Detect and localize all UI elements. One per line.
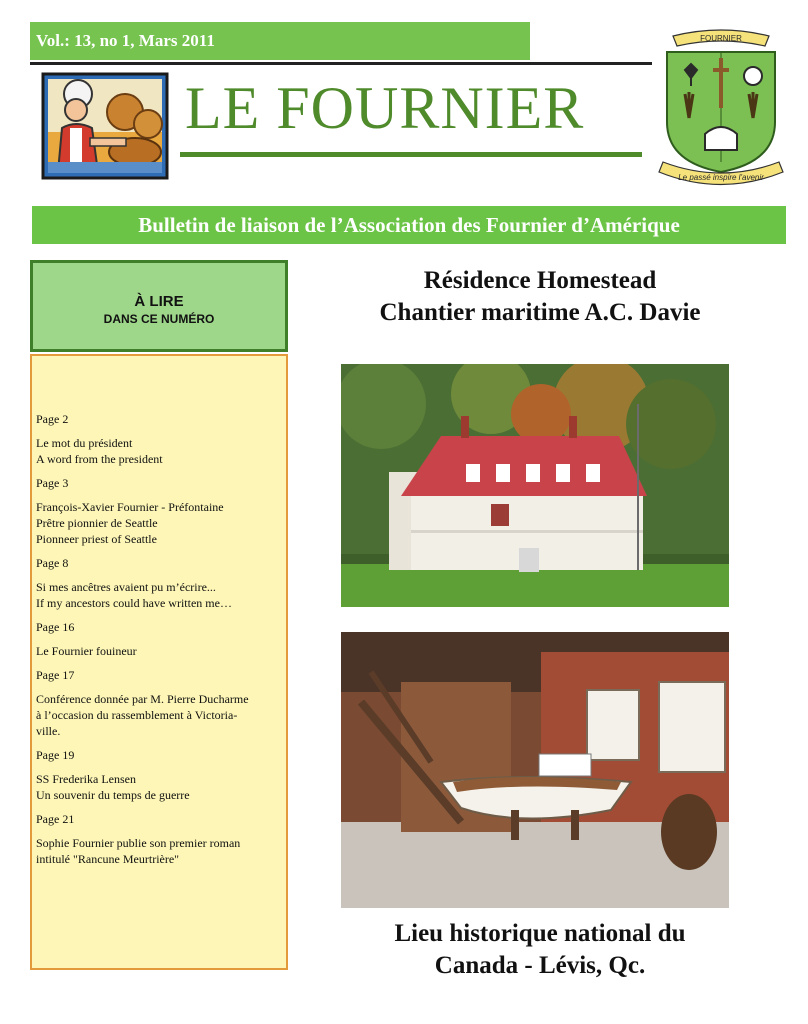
subtitle-banner xyxy=(32,206,786,244)
toc-line: If my ancestors could have written me… xyxy=(36,596,232,610)
family-crest xyxy=(655,22,787,197)
main-headline xyxy=(340,265,740,329)
toc-entry xyxy=(36,619,280,659)
toc-line: Si mes ancêtres avaient pu m’écrire... xyxy=(36,580,216,594)
toc-entry xyxy=(36,411,280,467)
volume-label: Vol.: 13, no 1, Mars 2011 xyxy=(36,31,215,50)
header-rule xyxy=(30,62,652,65)
homestead-photo xyxy=(341,364,729,607)
toc-page-label: Page 19 xyxy=(36,748,75,762)
bottom-headline-line-1: Lieu historique national du xyxy=(394,920,686,947)
toc-page-label: Page 16 xyxy=(36,620,75,634)
toc-line: Le Fournier fouineur xyxy=(36,644,137,658)
toc-line: ville. xyxy=(36,724,61,738)
crest-motto-text: Le passé inspire l'avenir xyxy=(678,173,764,182)
toc-line: Un souvenir du temps de guerre xyxy=(36,788,190,802)
toc-page-label: Page 2 xyxy=(36,412,69,426)
toc-line: intitulé "Rancune Meurtrière" xyxy=(36,852,180,866)
headline-line-2: Chantier maritime A.C. Davie xyxy=(379,299,701,326)
title-underline xyxy=(180,152,642,157)
crest-banner-text: FOURNIER xyxy=(700,34,742,43)
contents-title: À LIRE xyxy=(134,293,184,310)
newsletter-title: LE FOURNIER xyxy=(185,75,585,141)
toc-line: Conférence donnée par M. Pierre Ducharme xyxy=(36,692,249,706)
contents-header xyxy=(30,260,288,352)
toc-entry xyxy=(36,747,280,803)
subtitle-text: Bulletin de liaison de l’Association des Fournier d’Amérique xyxy=(138,212,680,237)
toc-page-label: Page 21 xyxy=(36,812,75,826)
toc-line: Le mot du président xyxy=(36,436,133,450)
bottom-headline xyxy=(340,918,740,982)
baker-logo xyxy=(40,72,170,180)
toc-entry xyxy=(36,555,280,611)
toc-page-label: Page 8 xyxy=(36,556,69,570)
toc-entry xyxy=(36,667,280,739)
toc-line: Pionneer priest of Seattle xyxy=(36,532,157,546)
toc-line: Sophie Fournier publie son premier roman xyxy=(36,836,241,850)
toc-page-label: Page 3 xyxy=(36,476,69,490)
headline-line-1: Résidence Homestead xyxy=(423,267,657,294)
toc-entry xyxy=(36,475,280,547)
table-of-contents xyxy=(30,354,288,970)
bottom-headline-line-2: Canada - Lévis, Qc. xyxy=(434,952,646,979)
shipyard-photo xyxy=(341,632,729,908)
toc-line: A word from the president xyxy=(36,452,163,466)
toc-entry xyxy=(36,811,280,867)
volume-bar xyxy=(30,22,530,60)
toc-line: Prêtre pionnier de Seattle xyxy=(36,516,158,530)
toc-line: François-Xavier Fournier - Préfontaine xyxy=(36,500,224,514)
toc-line: SS Frederika Lensen xyxy=(36,772,136,786)
toc-page-label: Page 17 xyxy=(36,668,75,682)
contents-subtitle: DANS CE NUMÉRO xyxy=(103,312,215,326)
toc-line: à l’occasion du rassemblement à Victoria- xyxy=(36,708,238,722)
